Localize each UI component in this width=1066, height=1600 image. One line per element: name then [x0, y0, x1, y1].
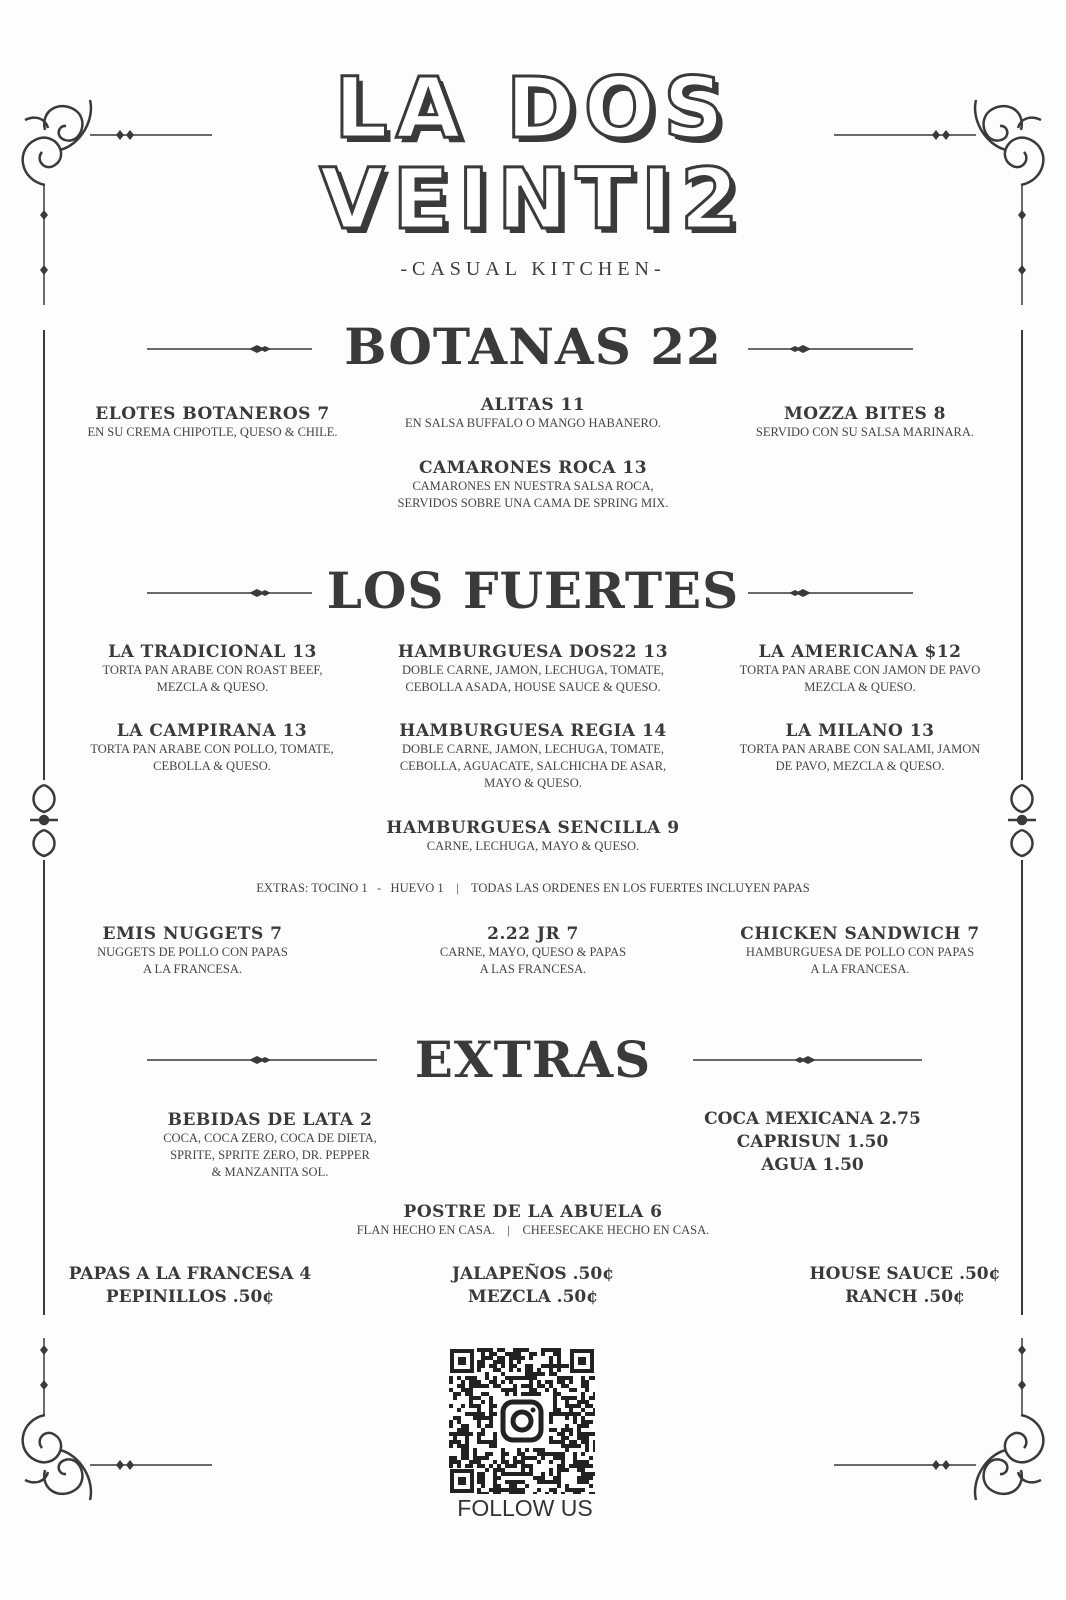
drinks-list: [680, 1108, 945, 1177]
item-name: MOZZA BITES 8: [783, 404, 946, 424]
menu-item: [390, 395, 676, 432]
menu-item: [330, 1202, 736, 1239]
item-name: LA MILANO 13: [785, 721, 935, 741]
sides-right: [790, 1263, 1020, 1309]
menu-item: [720, 642, 1000, 696]
item-name: EMIS NUGGETS 7: [102, 924, 283, 944]
item-desc: TORTA PAN ARABE CON POLLO, TOMATE, CEBOLLA & QUESO.: [90, 742, 334, 773]
item-desc: CARNE, MAYO, QUESO & PAPAS A LAS FRANCESA.: [439, 945, 627, 976]
section-title-extras: EXTRAS: [414, 1030, 652, 1089]
logo-line-2: VEINTI2: [319, 150, 747, 248]
item-name: ELOTES BOTANEROS 7: [95, 404, 330, 424]
menu-item: [720, 924, 1000, 978]
follow-us-label: FOLLOW US: [457, 1495, 593, 1521]
menu-item: [378, 642, 688, 696]
menu-item: [390, 924, 676, 978]
sides-center: [420, 1263, 646, 1309]
item-desc: DOBLE CARNE, JAMON, LECHUGA, TOMATE, CEBOLLA, AGUACATE, SALCHICHA DE ASAR, MAYO & QUESO.: [399, 742, 667, 790]
item-name: HAMBURGUESA DOS22 13: [397, 642, 669, 662]
corner-flourish-icon: [834, 1338, 1043, 1500]
extras-note: EXTRAS: TOCINO 1 - HUEVO 1 | TODAS LAS ORDENES EN LOS FUERTES INCLUYEN PAPAS: [256, 881, 810, 895]
item-name: BEBIDAS DE LATA 2: [167, 1110, 373, 1130]
item-desc: NUGGETS DE POLLO CON PAPAS A LA FRANCESA.: [97, 945, 288, 976]
menu-item: [735, 404, 995, 441]
item-name: HAMBURGUESA REGIA 14: [399, 721, 667, 741]
section-title-botanas: BOTANAS 22: [344, 317, 722, 376]
item-desc: TORTA PAN ARABE CON JAMON DE PAVO MEZCLA & QUESO.: [739, 663, 981, 694]
item-name: POSTRE DE LA ABUELA 6: [403, 1202, 663, 1222]
menu-item: [370, 458, 696, 512]
sides-left: [55, 1263, 325, 1309]
item-desc: COCA, COCA ZERO, COCA DE DIETA, SPRITE, SPRITE ZERO, DR. PEPPER & MANZANITA SOL.: [163, 1131, 377, 1179]
item-name: CAMARONES ROCA 13: [418, 458, 648, 478]
drinks-list-text: COCA MEXICANA 2.75 CAPRISUN 1.50 AGUA 1.50: [704, 1109, 921, 1175]
item-desc: CARNE, LECHUGA, MAYO & QUESO.: [426, 839, 640, 853]
corner-flourish-icon: [23, 1338, 212, 1500]
menu-item: [330, 818, 736, 855]
item-name: HAMBURGUESA SENCILLA 9: [386, 818, 680, 838]
item-name: ALITAS 11: [480, 395, 586, 415]
item-name: LA CAMPIRANA 13: [116, 721, 308, 741]
menu-item: [70, 924, 315, 978]
qr-code[interactable]: [449, 1348, 595, 1494]
menu-item: [378, 721, 688, 792]
item-desc: SERVIDO CON SU SALSA MARINARA.: [755, 425, 975, 439]
logo-line-1: LA DOS: [334, 59, 732, 157]
sides-left-text: PAPAS A LA FRANCESA 4 PEPINILLOS .50¢: [68, 1264, 312, 1307]
item-desc: HAMBURGUESA DE POLLO CON PAPAS A LA FRANCESA.: [745, 945, 975, 976]
item-name: 2.22 JR 7: [487, 924, 579, 944]
menu-item: [70, 404, 355, 441]
section-title-fuertes: LOS FUERTES: [326, 561, 740, 620]
menu-item: [70, 642, 355, 696]
item-name: LA TRADICIONAL 13: [108, 642, 317, 662]
item-desc: DOBLE CARNE, JAMON, LECHUGA, TOMATE, CEBOLLA ASADA, HOUSE SAUCE & QUESO.: [401, 663, 665, 694]
item-desc: CAMARONES EN NUESTRA SALSA ROCA, SERVIDOS SOBRE UNA CAMA DE SPRING MIX.: [397, 479, 669, 510]
item-name: LA AMERICANA $12: [758, 642, 962, 662]
side-flourish-icon: [30, 785, 58, 856]
item-desc: TORTA PAN ARABE CON ROAST BEEF, MEZCLA & QUESO.: [102, 663, 323, 694]
sides-center-text: JALAPEÑOS .50¢ MEZCLA .50¢: [451, 1264, 615, 1307]
side-flourish-icon: [1008, 785, 1036, 856]
menu-item: [125, 1110, 415, 1181]
item-name: CHICKEN SANDWICH 7: [740, 924, 980, 944]
subtitle: -CASUAL KITCHEN-: [400, 258, 666, 280]
item-desc: TORTA PAN ARABE CON SALAMI, JAMON DE PAVO, MEZCLA & QUESO.: [739, 742, 981, 773]
item-desc: EN SU CREMA CHIPOTLE, QUESO & CHILE.: [87, 425, 338, 439]
item-desc: EN SALSA BUFFALO O MANGO HABANERO.: [404, 416, 662, 430]
menu-item: [62, 721, 362, 775]
instagram-icon: [498, 1397, 546, 1445]
item-desc: FLAN HECHO EN CASA. | CHEESECAKE HECHO EN CASA.: [356, 1223, 710, 1237]
menu-item: [720, 721, 1000, 775]
sides-right-text: HOUSE SAUCE .50¢ RANCH .50¢: [809, 1264, 1001, 1307]
